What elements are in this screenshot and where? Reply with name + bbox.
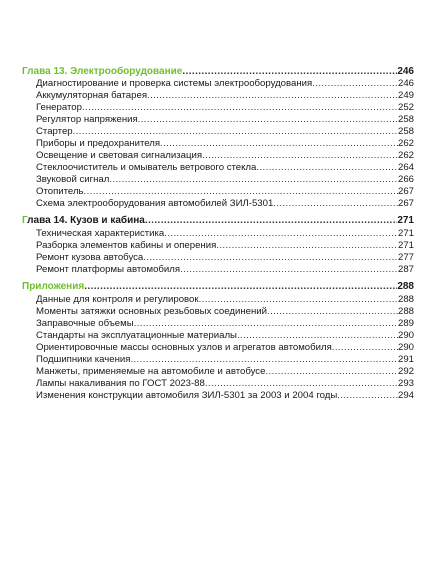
toc-item-title: Ремонт платформы автомобиля [36,264,181,275]
toc-item[interactable] [36,102,414,114]
toc-page-number: 288 [397,281,414,292]
toc-item[interactable] [36,318,414,330]
toc-leader-dots [147,90,398,102]
toc-leader-dots [199,294,398,306]
toc-page-number: 266 [397,174,414,185]
toc-item-title: Стеклоочиститель и омыватель ветрового стекла [36,162,257,173]
toc-item-title: Заправочные объемы [36,318,134,329]
toc-item-title: Отопитель [36,186,84,197]
toc-item[interactable] [36,174,414,186]
toc-item-title: Моменты затяжки основных резьбовых соединений [36,306,268,317]
toc-item[interactable] [36,126,414,138]
toc-item-title: Манжеты, применяемые на автомобиле и автобусе [36,366,266,377]
toc-leader-dots [84,186,398,198]
toc-item[interactable] [36,138,414,150]
toc-page-number: 288 [397,294,414,305]
toc-item[interactable] [36,90,414,102]
toc-item-title: Схема электрооборудования автомобилей ЗИЛ-5301 [36,198,274,209]
toc-item[interactable] [36,186,414,198]
toc-leader-dots [205,378,398,390]
toc-item-title: Техническая характеристика [36,228,165,239]
toc-leader-dots [160,138,398,150]
toc-leader-dots [216,240,398,252]
toc-page-number: 294 [397,390,414,401]
toc-leader-dots [312,78,398,90]
toc-page-number: 289 [397,318,414,329]
toc-item-title: Лампы накаливания по ГОСТ 2023-88 [36,378,205,389]
toc-item-title: Ориентировочные массы основных узлов и агрегатов автомобиля [36,342,332,353]
toc-page-number: 292 [397,366,414,377]
toc-item[interactable] [36,198,414,210]
toc-page-number: 249 [397,90,414,101]
toc-item[interactable] [36,294,414,306]
toc-page-number: 290 [397,330,414,341]
toc-page-number: 277 [397,252,414,263]
toc-leader-dots [145,215,397,227]
toc-leader-dots [84,281,397,293]
toc-heading-title: Приложения [22,281,85,292]
toc-heading-title: Глава 13. Электрооборудование [22,66,183,77]
toc-page-number: 267 [397,198,414,209]
toc-leader-dots [164,228,398,240]
toc-page-number: 287 [397,264,414,275]
toc-heading-initial: Г [22,215,28,226]
toc-item-title: Стартер [36,126,73,137]
toc-page-number: 290 [397,342,414,353]
toc-leader-dots [273,198,398,210]
toc-item[interactable] [36,228,414,240]
toc-page-number: 288 [397,306,414,317]
toc-item[interactable] [36,330,414,342]
toc-item-title: Разборка элементов кабины и оперения [36,240,217,251]
toc-item-title: Аккумуляторная батарея [36,90,148,101]
toc-page-number: 293 [397,378,414,389]
toc-leader-dots [134,318,398,330]
toc-item[interactable] [36,162,414,174]
toc-item-title: Звуковой сигнал [36,174,110,185]
toc-leader-dots [265,366,398,378]
toc-item[interactable] [36,342,414,354]
toc-page-number: 252 [397,102,414,113]
toc-leader-dots [143,252,398,264]
toc-leader-dots [82,102,398,114]
toc-item[interactable] [36,354,414,366]
toc-item-title: Подшипники качения [36,354,131,365]
toc-page-number: 264 [397,162,414,173]
toc-item-title: Приборы и предохранителя [36,138,161,149]
toc-page-number: 262 [397,150,414,161]
toc-item[interactable] [36,78,414,90]
toc-item[interactable] [36,306,414,318]
toc-item[interactable] [36,252,414,264]
toc-leader-dots [332,342,398,354]
toc-page-number: 246 [397,66,414,77]
toc-leader-dots [109,174,398,186]
toc-leader-dots [337,390,398,402]
toc-item[interactable] [36,390,414,402]
toc-item-title: Ремонт кузова автобуса [36,252,144,263]
toc-leader-dots [138,114,398,126]
toc-item[interactable] [36,150,414,162]
toc-page-number: 267 [397,186,414,197]
toc-page-number: 258 [397,126,414,137]
toc-page-number: 271 [397,240,414,251]
toc-item-title: Регулятор напряжения [36,114,138,125]
toc-heading-appendices[interactable] [22,281,414,293]
toc-leader-dots [237,330,398,342]
toc-leader-dots [130,354,398,366]
toc-page-number: 271 [397,228,414,239]
toc-leader-dots [182,66,397,78]
toc-heading-title [22,215,145,227]
toc-page-number: 258 [397,114,414,125]
toc-item-title: Освещение и световая сигнализация [36,150,203,161]
toc-heading-rest: лава 14. Кузов и кабина [27,215,145,226]
toc-item-title: Диагностирование и проверка системы электрооборудования [36,78,313,89]
toc-leader-dots [202,150,398,162]
toc-leader-dots [256,162,398,174]
toc-item-title: Генератор [36,102,82,113]
toc-heading-chapter-13[interactable] [22,66,414,78]
toc-item-title: Стандарты на эксплуатационные материалы [36,330,237,341]
toc-item-title: Данные для контроля и регулировок [36,294,199,305]
toc-page-number: 262 [397,138,414,149]
toc-page-number: 246 [397,78,414,89]
toc-page-number: 291 [397,354,414,365]
toc-leader-dots [73,126,398,138]
toc-item[interactable] [36,240,414,252]
toc-item[interactable] [36,264,414,276]
toc-item[interactable] [36,114,414,126]
toc-leader-dots [180,264,398,276]
toc-page-number: 271 [397,215,414,226]
toc-leader-dots [267,306,398,318]
toc-item-title: Изменения конструкции автомобиля ЗИЛ-5301 за 2003 и 2004 годы [36,390,338,401]
toc-item[interactable] [36,378,414,390]
toc-heading-chapter-14[interactable] [22,215,414,227]
toc-item[interactable] [36,366,414,378]
